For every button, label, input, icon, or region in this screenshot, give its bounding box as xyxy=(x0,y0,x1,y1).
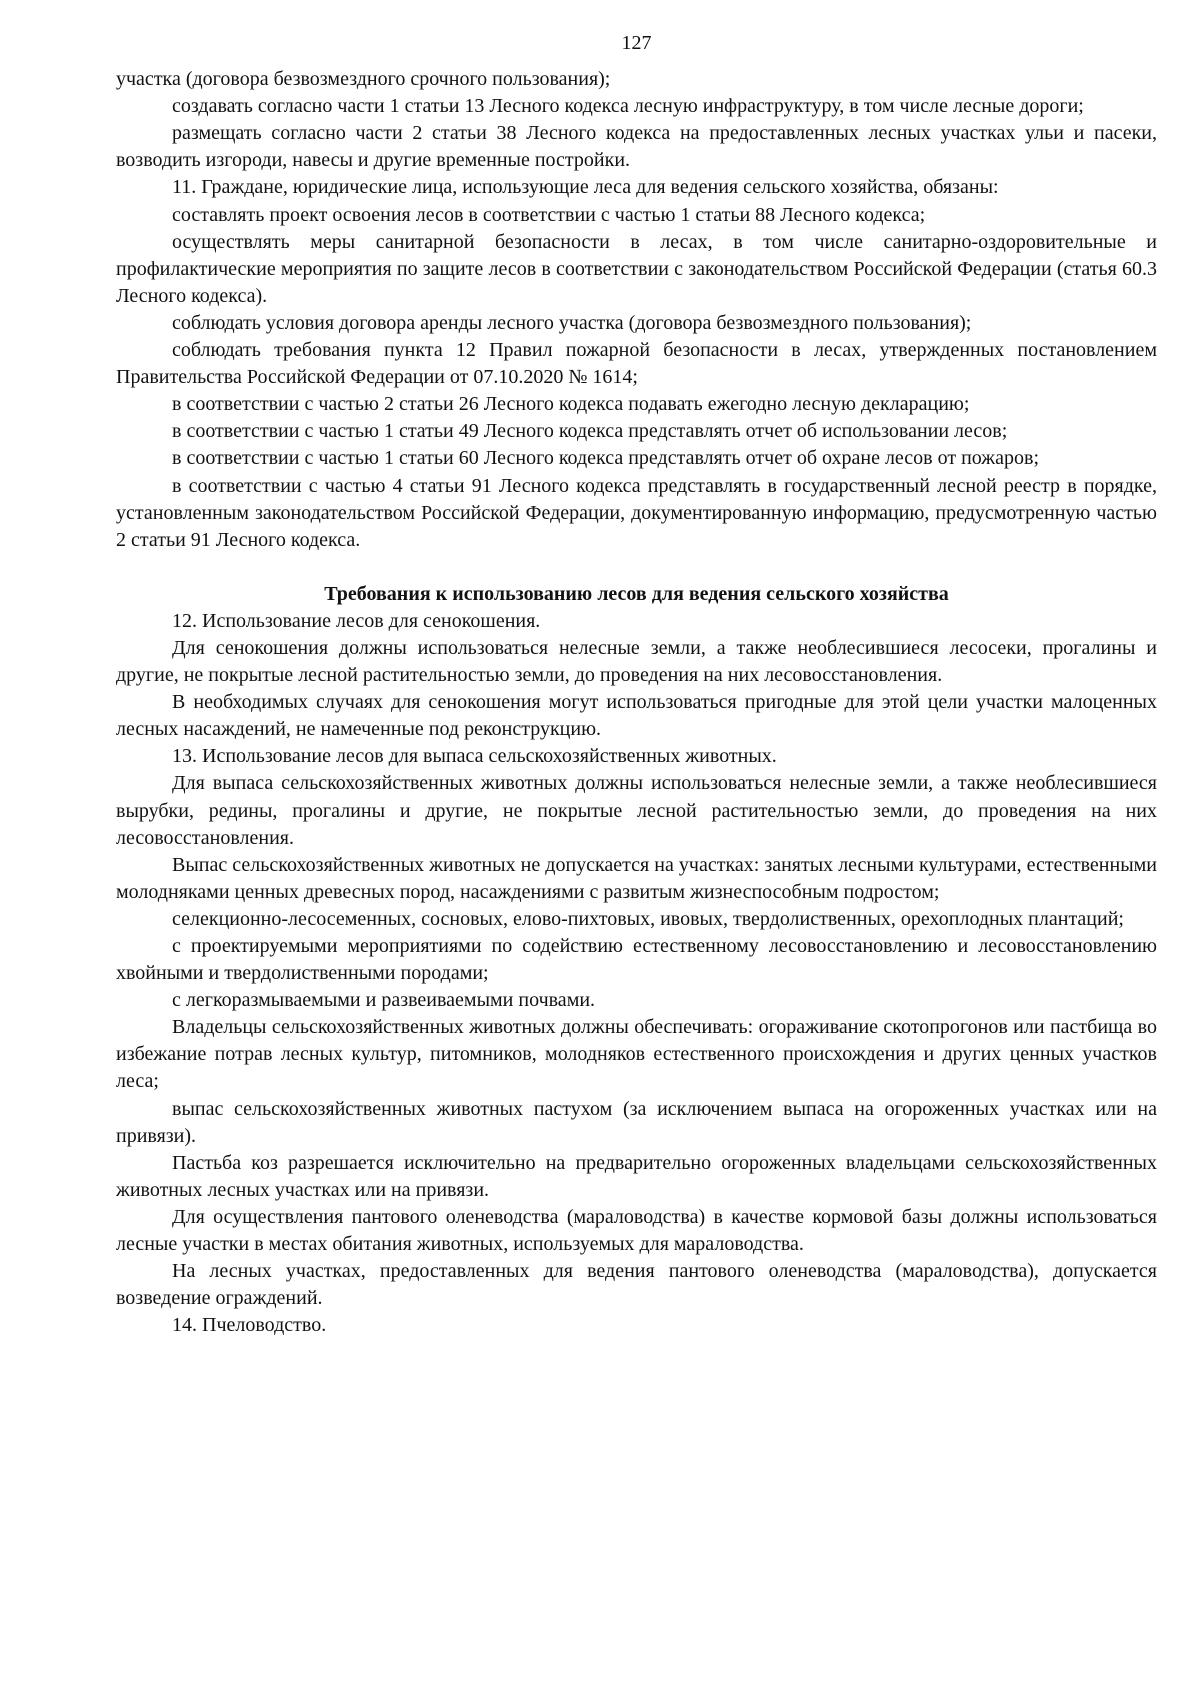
paragraph: выпас сельскохозяйственных животных пастухом (за исключением выпаса на огороженных участках или на привязи). xyxy=(116,1097,1157,1147)
paragraph: селекционно-лесосеменных, сосновых, елово-пихтовых, ивовых, твердолиственных, орехоплодных плантаций; xyxy=(172,907,1124,930)
paragraph: 12. Использование лесов для сенокошения. xyxy=(172,609,541,632)
paragraph: Выпас сельскохозяйственных животных не допускается на участках: занятых лесными культурами, естественными молодняками ценных древесных пород, насаждениями с развитым жизнеспособным подростом; xyxy=(116,853,1157,903)
paragraph: в соответствии с частью 1 статьи 49 Лесного кодекса представлять отчет об использовании лесов; xyxy=(172,420,1008,443)
paragraph: в соответствии с частью 2 статьи 26 Лесного кодекса подавать ежегодно лесную декларацию; xyxy=(172,393,970,416)
paragraph: В необходимых случаях для сенокошения могут использоваться пригодные для этой цели участки малоценных лесных насаждений, не намеченные под реконструкцию. xyxy=(116,691,1157,741)
paragraph: с легкоразмываемыми и развеиваемыми почвами. xyxy=(172,989,596,1012)
paragraph: размещать согласно части 2 статьи 38 Лесного кодекса на предоставленных лесных участках ульи и пасеки, возводить изгороди, навесы и другие временные постройки. xyxy=(116,122,1157,172)
paragraph: На лесных участках, предоставленных для ведения пантового оленеводства (мараловодства), допускается возведение ограждений. xyxy=(116,1260,1157,1310)
paragraph: соблюдать условия договора аренды лесного участка (договора безвозмездного пользования); xyxy=(172,311,972,334)
paragraph: Для сенокошения должны использоваться нелесные земли, а также необлесившиеся лесосеки, прогалины и другие, не покрытые лесной растительностью земли, до проведения на них лесовосстановления. xyxy=(116,636,1157,687)
paragraph: в соответствии с частью 1 статьи 60 Лесного кодекса представлять отчет об охране лесов от пожаров; xyxy=(172,447,1040,470)
paragraph: соблюдать требования пункта 12 Правил пожарной безопасности в лесах, утвержденных постановлением Правительства Российской Федерации от 07.10.2020 № 1614; xyxy=(116,339,1157,389)
page-number: 127 xyxy=(621,32,652,54)
paragraph: создавать согласно части 1 статьи 13 Лесного кодекса лесную инфраструктуру, в том числе лесные дороги; xyxy=(172,95,1084,118)
paragraph: 11. Граждане, юридические лица, использующие леса для ведения сельского хозяйства, обязаны: xyxy=(172,176,999,199)
paragraph: участка (договора безвозмездного срочного пользования); xyxy=(116,68,611,91)
paragraph: Пастьба коз разрешается исключительно на предварительно огороженных владельцами сельскохозяйственных животных лесных участках или на привязи. xyxy=(116,1151,1157,1201)
paragraph: Для осуществления пантового оленеводства (мараловодства) в качестве кормовой базы должны использоваться лесные участки в местах обитания животных, используемых для мараловодства. xyxy=(116,1205,1157,1256)
paragraph: 14. Пчеловодство. xyxy=(172,1314,327,1337)
paragraphs-after-heading xyxy=(116,608,1157,1340)
paragraph: в соответствии с частью 4 статьи 91 Лесного кодекса представлять в государственный лесной реестр в порядке, установленным законодательством Российской Федерации, документированную информацию, предусмотренную частью 2 статьи 91 Лесного кодекса. xyxy=(116,474,1157,551)
paragraph: с проектируемыми мероприятиями по содействию естественному лесовосстановлению и лесовосстановлению хвойными и твердолиственными породами; xyxy=(116,935,1157,985)
paragraph: Для выпаса сельскохозяйственных животных должны использоваться нелесные земли, а также необлесившиеся вырубки, редины, прогалины и другие, не покрытые лесной растительностью земли, до проведения на них лесовосстановления. xyxy=(116,772,1157,849)
paragraph: Владельцы сельскохозяйственных животных должны обеспечивать: огораживание скотопрогонов или пастбища во избежание потрав лесных культур, питомников, молодняков естественного происхождения и других ценных участков леса; xyxy=(116,1016,1157,1093)
paragraph: составлять проект освоения лесов в соответствии с частью 1 статьи 88 Лесного кодекса; xyxy=(172,203,926,226)
section-heading: Требования к использованию лесов для ведения сельского хозяйства xyxy=(324,582,949,605)
paragraph: осуществлять меры санитарной безопасности в лесах, в том числе санитарно-оздоровительные и профилактические мероприятия по защите лесов в соответствии с законодательством Российской Федерации (статья 60.3 Лесного кодекса). xyxy=(116,230,1157,307)
paragraph: 13. Использование лесов для выпаса сельскохозяйственных животных. xyxy=(172,745,777,768)
document-page xyxy=(116,30,1157,1339)
paragraphs-before-heading xyxy=(116,66,1157,554)
